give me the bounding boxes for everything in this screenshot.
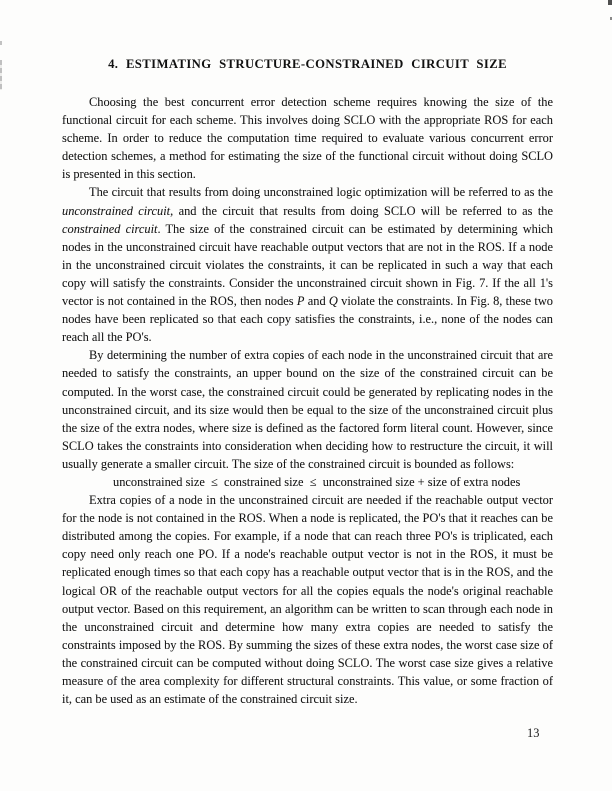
paragraph-definitions: The circuit that results from doing unconstrained logic optimization will be referred to as the unconstrained circuit, and the circuit that results from doing SCLO will be referred to as the constrained circuit. The size of the constrained circuit can be estimated by determining which nodes in the unconstrained circuit have reachable output vectors that are not in the ROS. If a node in the unconstrained circuit violates the constraints, it can be replicated in such a way that each copy will satisfy the constraints. Consider the unconstrained circuit shown in Fig. 7. If the all 1's vector is not contained in the ROS, then nodes P and Q violate the constraints. In Fig. 8, these two nodes have been replicated so that each copy satisfies the constraints, i.e., none of the nodes can reach all the PO's. <box>62 185 553 345</box>
scan-artifact-corner-blob <box>608 0 612 5</box>
paragraph-extra-copies: Extra copies of a node in the unconstrained circuit are needed if the reachable output vector for the node is not contained in the ROS. When a node is replicated, the PO's that it reaches can be distributed among the copies. For example, if a node that can reach three PO's is triplicated, each copy need only reach one PO. If a node's reachable output vector is not in the ROS, it must be replicated enough times so that each copy has a reachable output vector that is in the ROS, and the logical OR of the reachable output vectors for all the copies equals the node's original reachable output vector. Based on this requirement, an algorithm can be written to scan through each node in the unconstrained circuit and determine how many extra copies are needed to satisfy the constraints imposed by the ROS. By summing the sizes of these extra nodes, the worst case size of the constrained circuit can be computed without doing SCLO. The worst case size gives a relative measure of the area complexity for different structural constraints. This value, or some fraction of it, can be used as an estimate of the constrained circuit size. <box>62 493 553 707</box>
scan-artifact-left-tick <box>0 41 2 45</box>
section-title: 4. ESTIMATING STRUCTURE-CONSTRAINED CIRCUIT SIZE <box>108 57 507 71</box>
page-number: 13 <box>527 726 540 740</box>
paragraph-intro: Choosing the best concurrent error detection scheme requires knowing the size of the functional circuit for each scheme. This involves doing SCLO with the appropriate ROS for each scheme. In order to reduce the computation time required to evaluate various concurrent error detection schemes, a method for estimating the size of the functional circuit without doing SCLO is presented in this section. <box>62 95 553 182</box>
size-inequality-line: unconstrained size ≤ constrained size ≤ unconstrained size + size of extra nodes <box>113 474 521 489</box>
text-block <box>62 0 553 708</box>
paragraph-upper-bound: By determining the number of extra copies of each node in the unconstrained circuit that are needed to satisfy the constraints, an upper bound on the size of the constrained circuit can be computed. In the worst case, the constrained circuit could be generated by replicating nodes in the unconstrained circuit, and its size would then be equal to the size of the unconstrained circuit plus the size of the extra nodes, where size is defined as the factored form literal count. However, since SCLO takes the constraints into consideration when deciding how to restructure the circuit, it will usually generate a smaller circuit. The size of the constrained circuit is bounded as follows: <box>62 348 553 471</box>
scan-artifact-left-line <box>0 60 2 90</box>
